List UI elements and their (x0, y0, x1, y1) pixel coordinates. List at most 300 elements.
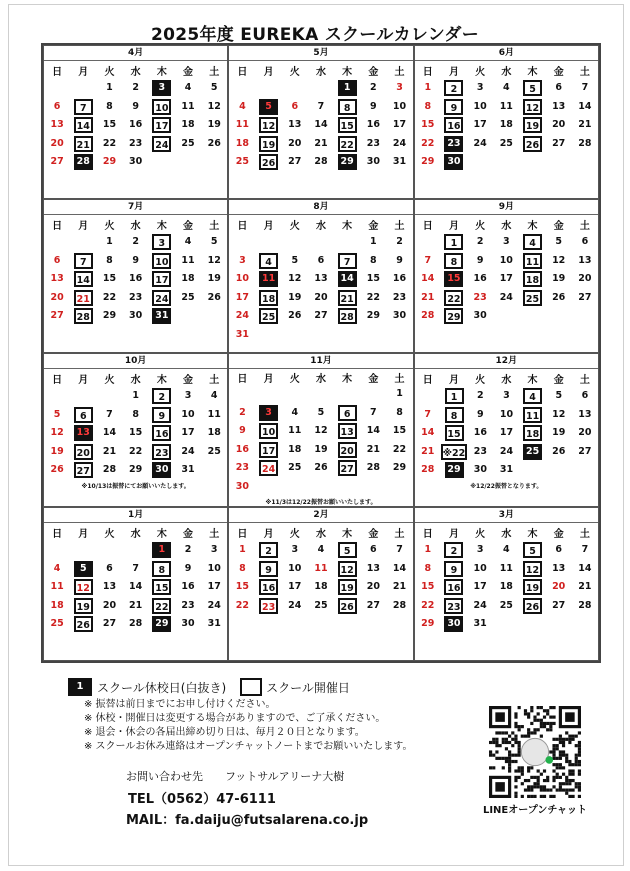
calendar-day: 16 (473, 427, 487, 439)
weekday-label: 金 (553, 374, 564, 386)
calendar-day: 10 (181, 408, 195, 420)
empty-day (256, 79, 282, 98)
calendar-day: 25 (181, 137, 195, 149)
calendar-day: 22 (334, 135, 360, 154)
calendar-day: 23 (181, 599, 195, 611)
weekday-label: 火 (475, 220, 486, 232)
days-grid (44, 79, 227, 172)
month-title: 10月 (44, 354, 227, 369)
calendar-day: 17 (499, 273, 513, 285)
calendar-day: 17 (473, 119, 487, 131)
calendar-day: 27 (50, 156, 64, 168)
weekday-label: 日 (237, 373, 248, 385)
calendar-day: 11 (519, 252, 545, 271)
weekday-label: 土 (209, 528, 220, 540)
calendar-day: 8 (396, 406, 403, 418)
calendar-day: 9 (441, 98, 467, 117)
calendar-day: 9 (477, 408, 484, 420)
month-title: 12月 (415, 354, 598, 369)
calendar-day: 2 (239, 406, 246, 418)
weekday-label: 土 (394, 66, 405, 78)
empty-day (334, 233, 360, 252)
weekday-label: 月 (78, 66, 89, 78)
weekday-label: 日 (422, 374, 433, 386)
month-note: ※12/22振替となります。 (470, 482, 543, 490)
calendar-day: 19 (334, 578, 360, 597)
calendar-day: ※22 (441, 443, 467, 462)
weekday-label: 木 (527, 528, 538, 540)
weekday-label: 日 (237, 528, 248, 540)
calendar-day: 2 (132, 236, 139, 248)
calendar-day: 16 (473, 273, 487, 285)
calendar-day: 19 (50, 445, 64, 457)
calendar-day: 18 (314, 581, 328, 593)
month-block (414, 45, 599, 199)
weekday-label: 火 (289, 373, 300, 385)
calendar-day: 3 (396, 82, 403, 94)
weekday-label: 土 (209, 220, 220, 232)
weekday-label: 土 (394, 528, 405, 540)
calendar-day: 27 (102, 618, 117, 630)
weekday-label: 月 (78, 220, 89, 232)
calendar-day: 5 (70, 560, 96, 579)
calendar-day: 29 (129, 464, 143, 476)
weekday-label: 火 (104, 66, 115, 78)
calendar-day: 4 (519, 233, 545, 252)
calendar-day: 6 (106, 562, 113, 574)
empty-day (229, 385, 255, 404)
calendar-day: 20 (366, 581, 380, 593)
calendar-day: 1 (106, 82, 113, 94)
calendar-day: 21 (102, 445, 117, 457)
calendar-day: 2 (441, 79, 467, 98)
calendar-day: 12 (50, 427, 64, 439)
calendar-day: 23 (441, 597, 467, 616)
calendar-day: 20 (314, 291, 328, 303)
weekday-label: 火 (104, 528, 115, 540)
calendar-day: 7 (334, 252, 360, 271)
calendar-day: 4 (520, 387, 546, 406)
month-block (228, 45, 413, 199)
calendar-day: 16 (366, 119, 380, 131)
calendar-day: 27 (334, 459, 360, 478)
weekday-label: 月 (78, 374, 89, 386)
calendar-day: 2 (477, 390, 484, 402)
calendar-day: 15 (441, 424, 467, 443)
month-block (228, 353, 413, 507)
days-grid (229, 541, 412, 615)
calendar-day: 23 (129, 137, 143, 149)
calendar-day: 6 (291, 100, 299, 112)
weekday-label: 金 (183, 528, 194, 540)
calendar-day: 17 (288, 581, 302, 593)
calendar-day: 14 (70, 116, 96, 135)
calendar-day: 8 (424, 562, 432, 574)
calendar-day: 16 (256, 578, 282, 597)
qr-code-icon (489, 706, 581, 798)
calendar-day: 6 (581, 390, 589, 402)
empty-day (44, 233, 70, 252)
calendar-day: 4 (184, 236, 192, 248)
calendar-day: 23 (366, 137, 380, 149)
calendar-day: 26 (207, 291, 221, 303)
calendar-day: 24 (499, 445, 514, 457)
calendar-day: 29 (102, 156, 117, 168)
weekday-label: 水 (501, 220, 512, 232)
legend-open-label: スクール開催日 (266, 680, 350, 695)
calendar-day: 26 (50, 464, 64, 476)
calendar-day: 23 (441, 135, 467, 154)
calendar-day: 13 (314, 273, 328, 285)
calendar-day: 28 (70, 307, 96, 326)
calendar-day: 24 (235, 310, 250, 322)
calendar-day: 11 (499, 100, 513, 112)
calendar-day: 18 (50, 599, 64, 611)
calendar-day: 8 (424, 100, 432, 112)
calendar-day: 5 (53, 408, 61, 420)
calendar-day: 26 (70, 615, 96, 634)
weekday-label: 金 (183, 66, 194, 78)
calendar-day: 5 (291, 254, 299, 266)
calendar-day: 16 (149, 424, 175, 443)
weekday-label: 月 (448, 528, 459, 540)
calendar-day: 2 (256, 541, 282, 560)
weekday-label: 日 (422, 528, 433, 540)
calendar-day: 23 (473, 445, 487, 457)
calendar-day: 14 (578, 562, 592, 574)
calendar-day: 28 (334, 307, 360, 326)
calendar-day: 3 (476, 544, 484, 556)
empty-day (360, 385, 386, 404)
calendar-day: 3 (239, 254, 246, 266)
month-note: ※10/13は振替にてお願いいたします。 (81, 482, 190, 490)
weekday-label: 火 (475, 66, 486, 78)
weekday-header (44, 523, 227, 541)
calendar-day: 21 (366, 443, 380, 455)
calendar-day: 30 (149, 461, 175, 480)
calendar-day: 29 (149, 615, 175, 634)
weekday-label: 水 (315, 528, 326, 540)
calendar-day: 1 (441, 233, 467, 252)
weekday-label: 日 (52, 220, 63, 232)
month-block (43, 507, 228, 661)
calendar-day: 8 (334, 98, 360, 117)
calendar-day: 20 (552, 119, 566, 131)
calendar-day: 15 (129, 427, 143, 439)
calendar-day: 22 (129, 445, 143, 457)
calendar-day: 28 (578, 599, 592, 611)
calendar-day: 26 (519, 135, 545, 154)
calendar-day: 13 (552, 562, 566, 574)
calendar-day: 24 (473, 137, 487, 149)
empty-day (96, 541, 122, 560)
calendar-day: 22 (102, 137, 117, 149)
calendar-grid (41, 43, 601, 663)
calendar-day: 5 (210, 82, 218, 94)
calendar-day: 7 (581, 82, 589, 94)
calendar-day: 1 (370, 236, 377, 248)
calendar-day: 28 (129, 618, 143, 630)
calendar-day: 11 (288, 425, 302, 437)
calendar-day: 9 (476, 254, 484, 266)
weekday-label: 木 (156, 220, 167, 232)
weekday-label: 火 (289, 66, 300, 78)
calendar-day: 4 (210, 390, 218, 402)
month-title: 5月 (229, 46, 412, 61)
weekday-label: 木 (527, 66, 538, 78)
calendar-day: 6 (53, 100, 61, 112)
calendar-day: 5 (334, 541, 360, 560)
calendar-day: 18 (207, 427, 221, 439)
calendar-day: 7 (370, 406, 377, 418)
calendar-day: 21 (392, 581, 407, 593)
empty-day (415, 387, 441, 406)
calendar-day: 1 (149, 541, 175, 560)
calendar-day: 29 (421, 618, 435, 630)
weekday-label: 水 (130, 66, 141, 78)
calendar-day: 15 (334, 116, 360, 135)
calendar-day: 29 (441, 307, 467, 326)
empty-day (44, 79, 70, 98)
weekday-label: 木 (342, 528, 353, 540)
calendar-day: 5 (555, 390, 563, 402)
calendar-day: 26 (256, 153, 282, 172)
calendar-day: 22 (149, 597, 175, 616)
calendar-day: 17 (256, 441, 282, 460)
calendar-day: 24 (288, 599, 302, 611)
calendar-day: 4 (256, 252, 282, 271)
calendar-day: 21 (578, 581, 592, 593)
month-title: 9月 (415, 200, 598, 215)
calendar-day: 2 (149, 387, 175, 406)
calendar-day: 9 (396, 254, 403, 266)
weekday-label: 月 (78, 528, 89, 540)
calendar-day: 25 (314, 599, 328, 611)
weekday-label: 金 (368, 373, 379, 385)
calendar-day: 25 (519, 289, 545, 308)
month-block (414, 353, 599, 507)
calendar-day: 23 (473, 291, 487, 303)
calendar-day: 5 (519, 541, 545, 560)
calendar-day: 11 (50, 581, 64, 593)
weekday-header (415, 523, 598, 541)
weekday-label: 土 (394, 220, 405, 232)
calendar-day: 18 (499, 119, 513, 131)
calendar-day: 31 (149, 307, 175, 326)
calendar-day: 23 (129, 291, 143, 303)
weekday-label: 木 (527, 220, 538, 232)
calendar-day: 12 (334, 560, 360, 579)
calendar-day: 3 (291, 544, 299, 556)
calendar-day: 2 (476, 236, 484, 248)
calendar-day: 9 (370, 100, 377, 112)
calendar-day: 27 (578, 291, 592, 303)
calendar-day: 24 (473, 599, 487, 611)
calendar-day: 14 (366, 425, 380, 437)
calendar-day: 1 (424, 544, 432, 556)
calendar-day: 21 (129, 599, 143, 611)
calendar-day: 21 (70, 135, 96, 154)
weekday-label: 火 (289, 220, 300, 232)
calendar-day: 30 (235, 480, 250, 492)
month-title: 3月 (415, 508, 598, 523)
calendar-day: 25 (256, 307, 282, 326)
calendar-day: 24 (149, 135, 175, 154)
calendar-day: 24 (499, 291, 513, 303)
calendar-day: 27 (70, 461, 96, 480)
weekday-label: 木 (342, 220, 353, 232)
days-grid (229, 79, 412, 172)
calendar-day: 7 (317, 100, 325, 112)
calendar-day: 29 (334, 153, 360, 172)
weekday-label: 日 (422, 220, 433, 232)
calendar-day: 26 (552, 445, 566, 457)
calendar-day: 16 (441, 116, 467, 135)
weekday-label: 日 (52, 374, 63, 386)
calendar-day: 12 (207, 100, 221, 112)
days-grid (44, 233, 227, 326)
weekday-label: 水 (315, 66, 326, 78)
calendar-day: 6 (370, 544, 377, 556)
calendar-day: 5 (210, 236, 218, 248)
calendar-day: 13 (578, 408, 592, 420)
calendar-day: 19 (314, 443, 328, 455)
calendar-day: 22 (235, 599, 250, 611)
month-block (228, 199, 413, 353)
calendar-day: 18 (256, 289, 282, 308)
calendar-day: 17 (235, 291, 250, 303)
calendar-day: 30 (441, 153, 467, 172)
month-block (43, 353, 228, 507)
weekday-label: 水 (130, 374, 141, 386)
calendar-day: 28 (366, 462, 380, 474)
calendar-day: 17 (149, 270, 175, 289)
calendar-day: 17 (181, 427, 195, 439)
calendar-day: 23 (149, 443, 175, 462)
calendar-day: 11 (207, 408, 221, 420)
calendar-day: 24 (181, 445, 195, 457)
calendar-day: 6 (317, 254, 325, 266)
month-title: 8月 (229, 200, 412, 215)
calendar-day: 31 (499, 464, 514, 476)
weekday-label: 月 (448, 220, 459, 232)
calendar-day: 9 (132, 100, 139, 112)
calendar-day: 27 (288, 156, 302, 168)
calendar-day: 25 (288, 462, 302, 474)
calendar-day: 4 (503, 82, 510, 94)
empty-day (70, 541, 96, 560)
calendar-day: 18 (235, 137, 250, 149)
calendar-day: 10 (149, 252, 175, 271)
calendar-day: 29 (392, 462, 407, 474)
calendar-day: 23 (235, 462, 250, 474)
calendar-day: 12 (288, 273, 302, 285)
calendar-day: 30 (473, 310, 487, 322)
weekday-label: 土 (579, 374, 590, 386)
empty-day (334, 385, 360, 404)
calendar-day: 14 (421, 427, 435, 439)
weekday-header (229, 215, 412, 233)
calendar-day: 9 (149, 406, 175, 425)
calendar-day: 17 (207, 581, 221, 593)
calendar-day: 15 (421, 581, 435, 593)
weekday-header (415, 215, 598, 233)
empty-day (229, 233, 255, 252)
calendar-day: 16 (129, 119, 143, 131)
calendar-day: 22 (421, 599, 435, 611)
empty-day (415, 233, 441, 252)
calendar-day: 16 (235, 443, 250, 455)
weekday-label: 木 (527, 374, 538, 386)
calendar-day: 24 (256, 459, 282, 478)
calendar-day: 7 (70, 252, 96, 271)
calendar-day: 3 (210, 544, 218, 556)
legend-closed-label: スクール休校日(白抜き) (97, 680, 227, 695)
calendar-day: 10 (149, 98, 175, 117)
qr-label: LINEオープンチャット (482, 805, 588, 816)
legend-open-sample (240, 678, 262, 696)
note-line: ※ スクールお休み連絡はオープンチャットノートまでお願いいたします。 (84, 741, 413, 752)
weekday-header (44, 215, 227, 233)
calendar-day: 1 (132, 390, 139, 402)
empty-day (282, 79, 308, 98)
calendar-day: 31 (473, 618, 487, 630)
calendar-day: 19 (256, 135, 282, 154)
calendar-day: 10 (256, 422, 282, 441)
days-grid (44, 387, 227, 480)
calendar-day: 12 (519, 560, 545, 579)
calendar-day: 21 (70, 289, 96, 308)
calendar-day: 30 (129, 310, 143, 322)
contact-label: お問い合わせ先 (126, 770, 203, 783)
calendar-day: 24 (207, 599, 221, 611)
weekday-header (229, 523, 412, 541)
calendar-day: 18 (519, 270, 545, 289)
calendar-day: 10 (473, 562, 487, 574)
calendar-day: 31 (392, 156, 407, 168)
weekday-label: 土 (579, 66, 590, 78)
calendar-day: 10 (392, 100, 407, 112)
calendar-day: 29 (421, 156, 435, 168)
contact-venue: フットサルアリーナ大樹 (225, 770, 345, 783)
month-block (414, 199, 599, 353)
calendar-day: 12 (70, 578, 96, 597)
calendar-day: 7 (70, 98, 96, 117)
empty-day (44, 541, 70, 560)
calendar-day: 28 (421, 464, 435, 476)
calendar-day: 15 (392, 425, 407, 437)
weekday-label: 金 (553, 220, 564, 232)
calendar-day: 15 (441, 270, 467, 289)
calendar-day: 27 (314, 310, 328, 322)
empty-day (96, 387, 122, 406)
calendar-day: 24 (149, 289, 175, 308)
calendar-day: 8 (441, 406, 467, 425)
calendar-day: 6 (555, 82, 562, 94)
calendar-day: 19 (207, 273, 221, 285)
days-grid (415, 387, 598, 480)
calendar-day: 15 (102, 273, 117, 285)
calendar-day: 11 (181, 254, 195, 266)
calendar-day: 29 (366, 310, 380, 322)
weekday-label: 金 (553, 66, 564, 78)
calendar-day: 23 (392, 291, 407, 303)
calendar-day: 10 (473, 100, 487, 112)
calendar-day: 18 (181, 273, 195, 285)
calendar-day: 12 (552, 408, 566, 420)
legend (68, 678, 350, 696)
month-title: 6月 (415, 46, 598, 61)
